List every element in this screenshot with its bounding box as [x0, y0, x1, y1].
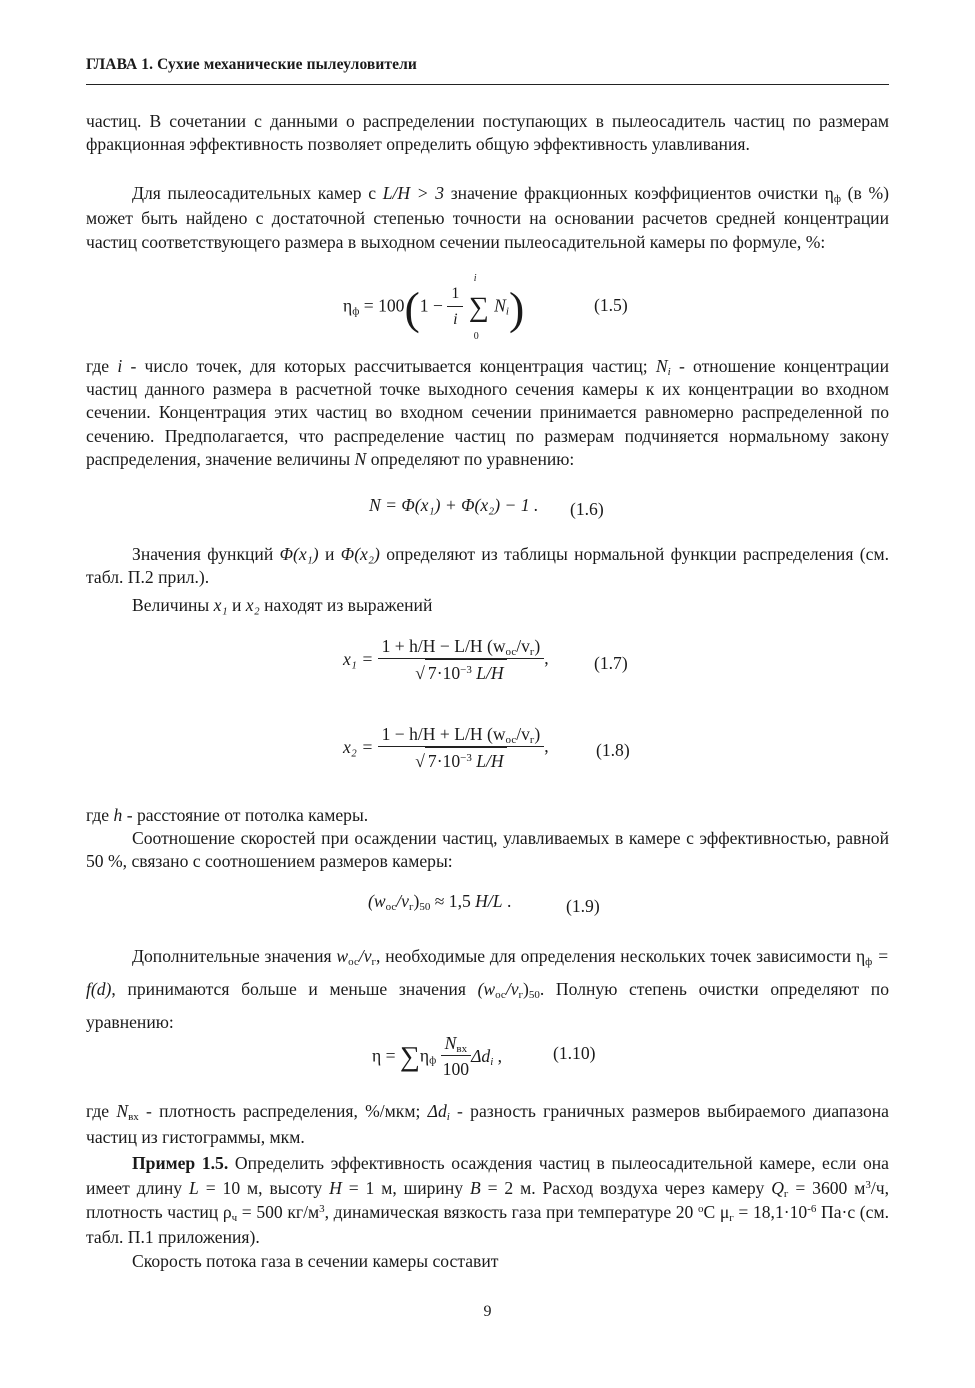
paragraph-6: где h - расстояние от потолка камеры.	[86, 805, 369, 825]
equation-1-5: $\eta_ф = 100(1$ − $\frac{1}{i}$ i ∑ 0 $N_i$)	[343, 272, 525, 342]
equation-1-8: x₂ = $\frac{1 - h/H + L/H (w_{ос}/v_г)}{√ 7\cdot 10^{-3} L/H}$ ,	[343, 722, 549, 774]
paragraph-10: Скорость потока газа в сечении камеры составит	[132, 1251, 499, 1271]
page-number: 9	[483, 1303, 492, 1320]
equation-1-10: $\eta = \sum\eta_ф$ $\frac{N_{вх}}{100}$ $\Delta d_i$ ,	[372, 1033, 503, 1079]
chapter-header: ГЛАВА 1. Сухие механические пылеуловители	[86, 56, 417, 73]
equation-number-1-6: (1.6)	[570, 499, 604, 519]
paragraph-4: Значения функций Φ(x₁) и Φ(x₂) определяют из таблицы нормальной функции распределения (см. табл. П.2 прил.).	[86, 544, 889, 588]
equation-number-1-9: (1.9)	[566, 896, 600, 916]
paragraph-5: Величины x₁ и x₂ находят из выражений	[132, 595, 433, 615]
equation-number-1-8: (1.8)	[596, 740, 630, 760]
header-rule	[86, 84, 889, 85]
equation-number-1-7: (1.7)	[594, 653, 628, 673]
paragraph-9: где $N_{вх}$ - плотность распределения, %/мкм; $\Delta d_i$ - разность граничных размеров выбираемого диапазона частиц из гистограммы, мкм.	[86, 1101, 889, 1147]
paragraph-1: частиц. В сочетании с данными о распределении поступающих в пылеосадитель частиц по размерам фракционная эффективность позволяет определить общую эффективность улавливания.	[86, 111, 889, 155]
paragraph-3: где i - число точек, для которых рассчитывается концентрация частиц; $N_i$ - отношение концентрации частиц данного размера в расчетной точке выходного сечения камеры к их концентрации во входном сечении. Концентрация этих частиц во входном сечении принимается равномерно распределенной по сечению. Предполагается, что распределение частиц по размерам подчиняется нормальному закону распределения, значение величины N определяют по уравнению:	[86, 356, 889, 469]
condition-lh: L/H > 3	[382, 183, 445, 203]
equation-number-1-5: (1.5)	[594, 295, 628, 315]
equation-1-9: $(w_{ос}/v_г)_{50} \approx 1,5$ H/L .	[368, 891, 512, 913]
paragraph-2: Для пылеосадительных камер с L/H > 3 значение фракционных коэффициентов очистки $\eta_ф$ (в %) может быть найдено с достаточной степенью точности на основании расчетов средней концентрации частиц соответствующего размера в выходном сечении пылеосадительной камеры по формуле, %:	[86, 183, 889, 252]
paragraph-7: Соотношение скоростей при осаждении частиц, улавливаемых в камере с эффективностью, равной 50 %, связано с соотношением размеров камеры:	[86, 828, 889, 872]
equation-1-7: x₁ = $\frac{1 + h/H - L/H (w_{ос}/v_г)}{√ 7\cdot 10^{-3} L/H}$ ,	[343, 634, 549, 686]
paragraph-8: Дополнительные значения $w_{ос}/v_г$, необходимые для определения нескольких точек зависимости $\eta_ф = f(d)$, принимаются больше и меньше значения $(w_{ос}/v_г)_{50}$. Полную степень очистки определяют по уравнению:	[86, 946, 889, 1032]
equation-1-6: N = Φ(x₁) + Φ(x₂) − 1 .	[369, 495, 539, 515]
equation-number-1-10: (1.10)	[553, 1043, 596, 1063]
example-1-5: Пример 1.5. Определить эффективность осаждения частиц в пылеосадительной камере, если она имеет длину L = 10 м, высоту H = 1 м, ширину B = 2 м. Расход воздуха через камеру $Q_г = 3600$ $м^3/ч$, плотность частиц $\rho_ч = 500$ $кг/м^3$, динамическая вязкость газа при температуре 20 $^о$С $\mu_г = 18,1\cdot 10^{-6}$ Па·с (см. табл. П.1 приложения).	[86, 1153, 890, 1247]
